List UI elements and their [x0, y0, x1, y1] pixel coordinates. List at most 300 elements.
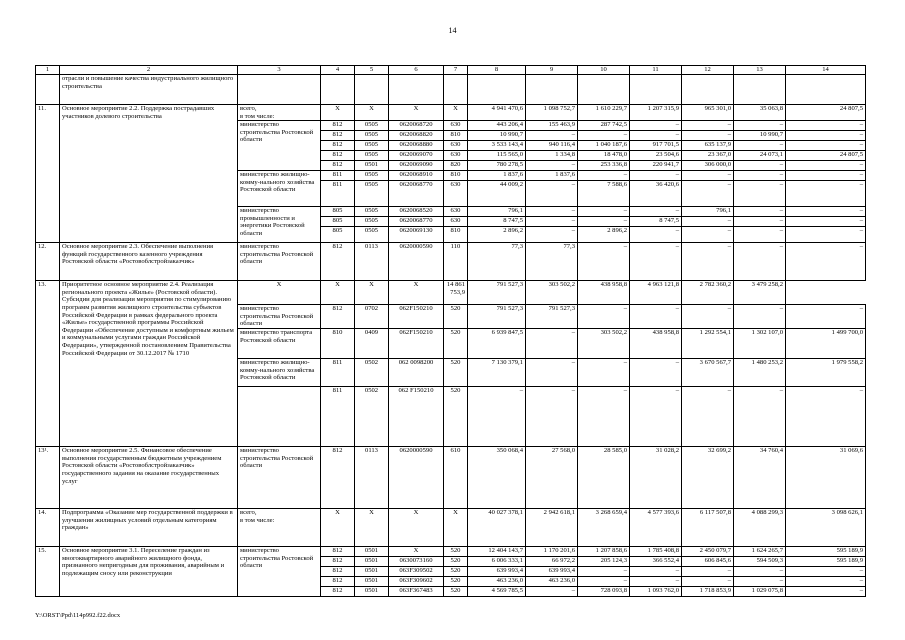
value-cell: – [526, 227, 578, 243]
value-cell: 063F367483 [389, 587, 444, 597]
value-cell: 0620000590 [389, 447, 444, 509]
value-cell: 791 527,3 [526, 305, 578, 329]
value-cell: 6 939 847,5 [468, 329, 526, 359]
value-cell: 811 [321, 171, 355, 181]
table-cell [734, 75, 786, 105]
activity-name: Основное мероприятие 2.5. Финансовое обеспечение выполнения государственным бюджетным учреждением Ростовской области «Ростовоблстройзаказчик» государственного задания на оказание государственных услуг [60, 447, 238, 509]
value-cell: – [526, 329, 578, 359]
value-cell: 6 117 507,8 [682, 509, 734, 547]
value-cell: 610 [444, 447, 468, 509]
value-cell: 1 302 107,0 [734, 329, 786, 359]
value-cell: 1 170 201,6 [526, 547, 578, 557]
value-cell: 594 509,3 [734, 557, 786, 567]
value-cell: 805 [321, 227, 355, 243]
value-cell: 0505 [355, 151, 389, 161]
value-cell: – [630, 577, 682, 587]
budget-table [35, 65, 866, 597]
value-cell: 8 747,5 [630, 217, 682, 227]
value-cell: – [630, 227, 682, 243]
value-cell: 811 [321, 359, 355, 387]
value-cell: 639 993,4 [526, 567, 578, 577]
value-cell: 639 993,4 [468, 567, 526, 577]
value-cell: – [630, 243, 682, 281]
value-cell: – [786, 181, 866, 207]
value-cell: – [786, 567, 866, 577]
value-cell: 1 207 858,6 [578, 547, 630, 557]
value-cell: – [578, 217, 630, 227]
value-cell: 3 479 258,2 [734, 281, 786, 305]
executor [238, 387, 321, 447]
value-cell: – [786, 227, 866, 243]
value-cell: 791 527,3 [468, 305, 526, 329]
value-cell: 35 063,8 [734, 105, 786, 121]
value-cell: – [578, 567, 630, 577]
executor: министерство строительства Ростовской области [238, 121, 321, 171]
value-cell: – [786, 207, 866, 217]
value-cell: 0502 [355, 387, 389, 447]
executor: всего, в том числе: [238, 509, 321, 547]
value-cell: – [786, 171, 866, 181]
value-cell: 4 569 785,5 [468, 587, 526, 597]
value-cell: 155 463,9 [526, 121, 578, 131]
value-cell: – [682, 121, 734, 131]
value-cell: – [734, 227, 786, 243]
value-cell: 8 747,5 [468, 217, 526, 227]
table-row [36, 509, 866, 547]
value-cell: – [734, 121, 786, 131]
executor: министерство транспорта Ростовской области [238, 329, 321, 359]
column-header: 1 [36, 66, 60, 75]
value-cell: – [526, 587, 578, 597]
row-number: 12. [36, 243, 60, 281]
executor: министерство промышленности и энергетики Ростовской области [238, 207, 321, 243]
column-header: 11 [630, 66, 682, 75]
value-cell: 3 670 567,7 [682, 359, 734, 387]
value-cell: 10 990,7 [734, 131, 786, 141]
value-cell: 0620068910 [389, 171, 444, 181]
value-cell: 1 979 558,2 [786, 359, 866, 387]
value-cell: X [444, 105, 468, 121]
column-header: 8 [468, 66, 526, 75]
value-cell: 812 [321, 305, 355, 329]
value-cell: – [682, 305, 734, 329]
value-cell: – [786, 587, 866, 597]
value-cell: 350 068,4 [468, 447, 526, 509]
value-cell: 791 527,3 [468, 281, 526, 305]
value-cell: 0620069090 [389, 161, 444, 171]
table-cell [36, 75, 60, 105]
value-cell: 0409 [355, 329, 389, 359]
value-cell: – [578, 131, 630, 141]
value-cell: – [468, 387, 526, 447]
value-cell: 303 502,2 [578, 329, 630, 359]
value-cell: 812 [321, 577, 355, 587]
value-cell: 810 [444, 131, 468, 141]
column-header: 10 [578, 66, 630, 75]
value-cell: X [355, 281, 389, 305]
value-cell: – [578, 243, 630, 281]
value-cell: – [578, 577, 630, 587]
value-cell: – [786, 387, 866, 447]
value-cell: 27 568,0 [526, 447, 578, 509]
value-cell: 812 [321, 121, 355, 131]
value-cell: – [734, 141, 786, 151]
value-cell: 0620068520 [389, 207, 444, 217]
value-cell: 062 F150210 [389, 387, 444, 447]
value-cell: 812 [321, 557, 355, 567]
value-cell: 811 [321, 387, 355, 447]
value-cell: 1 785 408,8 [630, 547, 682, 557]
value-cell: – [734, 567, 786, 577]
value-cell: 4 088 299,3 [734, 509, 786, 547]
value-cell: 796,1 [682, 207, 734, 217]
value-cell: 1 334,8 [526, 151, 578, 161]
value-cell: 810 [444, 171, 468, 181]
value-cell: – [786, 243, 866, 281]
value-cell: X [444, 509, 468, 547]
table-cell [468, 75, 526, 105]
value-cell: – [734, 387, 786, 447]
value-cell: 3 098 626,1 [786, 509, 866, 547]
value-cell: 595 189,9 [786, 547, 866, 557]
value-cell: – [682, 567, 734, 577]
value-cell: 1 098 752,7 [526, 105, 578, 121]
value-cell: 0505 [355, 207, 389, 217]
value-cell: 220 941,7 [630, 161, 682, 171]
header-row [36, 66, 866, 75]
table-row [36, 243, 866, 281]
value-cell: 0501 [355, 547, 389, 557]
value-cell: – [578, 359, 630, 387]
value-cell: 1 029 075,8 [734, 587, 786, 597]
value-cell: 1 207 315,9 [630, 105, 682, 121]
value-cell: 520 [444, 587, 468, 597]
value-cell: 4 941 470,6 [468, 105, 526, 121]
table-row [36, 447, 866, 509]
value-cell: 438 958,8 [578, 281, 630, 305]
table-row [36, 281, 866, 305]
value-cell: 1 624 265,7 [734, 547, 786, 557]
column-header: 14 [786, 66, 866, 75]
value-cell: 2 896,2 [468, 227, 526, 243]
value-cell: 812 [321, 131, 355, 141]
value-cell: 0501 [355, 577, 389, 587]
value-cell: 44 009,2 [468, 181, 526, 207]
value-cell: 0702 [355, 305, 389, 329]
column-header: 13 [734, 66, 786, 75]
value-cell: 062 0098200 [389, 359, 444, 387]
value-cell: 630 [444, 141, 468, 151]
value-cell: 520 [444, 305, 468, 329]
value-cell: 23 504,6 [630, 151, 682, 161]
value-cell: 110 [444, 243, 468, 281]
value-cell: – [630, 359, 682, 387]
activity-name: Основное мероприятие 3.1. Переселение граждан из многоквартирного аварийного жилищного фонда, признанного непригодным для проживания, аварийным и подлежащим сносу или реконструкции [60, 547, 238, 597]
table-cell [389, 75, 444, 105]
value-cell: – [630, 387, 682, 447]
row-number: 13. [36, 281, 60, 447]
continuation-row [36, 75, 866, 105]
value-cell: 812 [321, 547, 355, 557]
value-cell: – [734, 243, 786, 281]
column-header: 3 [238, 66, 321, 75]
table-cell [630, 75, 682, 105]
value-cell: 77,3 [526, 243, 578, 281]
value-cell: – [786, 141, 866, 151]
value-cell: – [630, 171, 682, 181]
value-cell: 463 236,0 [468, 577, 526, 587]
value-cell: 520 [444, 547, 468, 557]
value-cell: X [355, 105, 389, 121]
value-cell: X [321, 509, 355, 547]
value-cell: 0620000590 [389, 243, 444, 281]
value-cell: 965 301,0 [682, 105, 734, 121]
value-cell: 1 292 554,1 [682, 329, 734, 359]
value-cell: 205 124,3 [578, 557, 630, 567]
table-cell [238, 75, 321, 105]
activity-name: Основное мероприятие 2.3. Обеспечение выполнения функций государственного казенного учреждения Ростовской области «Ростовоблстройзаказчик» [60, 243, 238, 281]
value-cell: 0505 [355, 227, 389, 243]
value-cell: 0501 [355, 161, 389, 171]
value-cell: 115 565,0 [468, 151, 526, 161]
table-cell [321, 75, 355, 105]
value-cell: 4 963 121,8 [630, 281, 682, 305]
value-cell: – [734, 305, 786, 329]
value-cell: 595 189,9 [786, 557, 866, 567]
value-cell: 0113 [355, 243, 389, 281]
value-cell: 812 [321, 151, 355, 161]
executor: всего, в том числе: [238, 105, 321, 121]
value-cell: – [734, 161, 786, 171]
value-cell: 77,3 [468, 243, 526, 281]
column-header: 6 [389, 66, 444, 75]
column-header: 12 [682, 66, 734, 75]
value-cell: 34 760,4 [734, 447, 786, 509]
value-cell: – [526, 181, 578, 207]
value-cell: – [526, 161, 578, 171]
value-cell: – [578, 171, 630, 181]
value-cell: 0505 [355, 131, 389, 141]
value-cell: 606 845,6 [682, 557, 734, 567]
value-cell: – [734, 577, 786, 587]
value-cell: 2 942 618,1 [526, 509, 578, 547]
value-cell: 7 130 379,1 [468, 359, 526, 387]
value-cell: 0113 [355, 447, 389, 509]
value-cell: 3 533 143,4 [468, 141, 526, 151]
value-cell: 520 [444, 329, 468, 359]
value-cell: 0505 [355, 217, 389, 227]
value-cell: 0620068820 [389, 131, 444, 141]
value-cell: 917 701,5 [630, 141, 682, 151]
table-cell [444, 75, 468, 105]
table-row [36, 547, 866, 557]
value-cell: X [355, 509, 389, 547]
value-cell: 812 [321, 447, 355, 509]
value-cell: X [389, 547, 444, 557]
value-cell: 780 278,5 [468, 161, 526, 171]
value-cell: – [734, 207, 786, 217]
activity-name: Приоритетное основное мероприятие 2.4. Реализация регионального проекта «Жилье» (Ростовской области). Субсидии для реализации мероприятия по стимулированию программ развития жилищного строительства субъектов Российской Федерации в рамках федерального проекта «Жилье» государственной программы Российской Федерации «Обеспечение доступным и комфортным жильем и коммунальными услугами граждан Российской Федерации», утвержденной постановлением Правительства Российской Федерации от 30.12.2017 № 1710 [60, 281, 238, 447]
executor: министерство жилищно-комму-нального хозяйства Ростовской области [238, 171, 321, 207]
value-cell: – [630, 207, 682, 217]
table-row [36, 105, 866, 121]
value-cell: – [630, 305, 682, 329]
column-header: 2 [60, 66, 238, 75]
value-cell: – [786, 131, 866, 141]
value-cell: 1 837,6 [526, 171, 578, 181]
value-cell: 0505 [355, 171, 389, 181]
value-cell: – [578, 305, 630, 329]
column-header: 9 [526, 66, 578, 75]
activity-name: Основное мероприятие 2.2. Поддержка пострадавших участников долевого строительства [60, 105, 238, 243]
value-cell: – [682, 217, 734, 227]
row-number: 11. [36, 105, 60, 243]
table-cell [682, 75, 734, 105]
value-cell: X [389, 509, 444, 547]
value-cell: 0505 [355, 121, 389, 131]
value-cell: 36 420,6 [630, 181, 682, 207]
value-cell: 812 [321, 567, 355, 577]
value-cell: 062F150210 [389, 305, 444, 329]
value-cell: – [734, 181, 786, 207]
value-cell: 0620068720 [389, 121, 444, 131]
activity-name: отрасли и повышение качества индустриального жилищного строительства [60, 75, 238, 105]
executor: министерство строительства Ростовской области [238, 305, 321, 329]
value-cell: 520 [444, 567, 468, 577]
value-cell: 812 [321, 161, 355, 171]
value-cell: 630 [444, 217, 468, 227]
value-cell: – [682, 181, 734, 207]
value-cell: 1 837,6 [468, 171, 526, 181]
value-cell: – [630, 121, 682, 131]
value-cell: – [786, 305, 866, 329]
value-cell: 630 [444, 151, 468, 161]
value-cell: – [526, 207, 578, 217]
value-cell: 366 552,4 [630, 557, 682, 567]
value-cell: 0620068770 [389, 181, 444, 207]
value-cell: 812 [321, 141, 355, 151]
value-cell: 630 [444, 121, 468, 131]
value-cell: – [682, 131, 734, 141]
value-cell: – [682, 227, 734, 243]
value-cell: 443 206,4 [468, 121, 526, 131]
value-cell: 810 [321, 329, 355, 359]
value-cell: 24 073,1 [734, 151, 786, 161]
value-cell: 306 000,0 [682, 161, 734, 171]
value-cell: 520 [444, 387, 468, 447]
value-cell: 1 040 187,6 [578, 141, 630, 151]
value-cell: X [389, 105, 444, 121]
value-cell: – [786, 121, 866, 131]
value-cell: 0501 [355, 587, 389, 597]
value-cell: 063F309602 [389, 577, 444, 587]
value-cell: 12 404 143,7 [468, 547, 526, 557]
table-cell [786, 75, 866, 105]
value-cell: – [786, 217, 866, 227]
value-cell: 23 367,0 [682, 151, 734, 161]
value-cell: 635 137,9 [682, 141, 734, 151]
value-cell: 812 [321, 243, 355, 281]
value-cell: 287 742,5 [578, 121, 630, 131]
value-cell: 1 718 853,9 [682, 587, 734, 597]
value-cell: 0620068770 [389, 217, 444, 227]
value-cell: 7 588,6 [578, 181, 630, 207]
value-cell: 728 093,8 [578, 587, 630, 597]
table-cell [526, 75, 578, 105]
value-cell: X [321, 281, 355, 305]
value-cell: 796,1 [468, 207, 526, 217]
executor: министерство строительства Ростовской области [238, 547, 321, 597]
value-cell: 32 699,2 [682, 447, 734, 509]
value-cell: – [682, 243, 734, 281]
column-header: 7 [444, 66, 468, 75]
value-cell: 2 450 079,7 [682, 547, 734, 557]
value-cell: – [630, 131, 682, 141]
executor: министерство строительства Ростовской области [238, 447, 321, 509]
value-cell: 24 807,5 [786, 151, 866, 161]
row-number: 14. [36, 509, 60, 547]
value-cell: – [578, 387, 630, 447]
value-cell: 66 972,2 [526, 557, 578, 567]
value-cell: 438 958,8 [630, 329, 682, 359]
value-cell: 4 577 393,6 [630, 509, 682, 547]
value-cell: 063F309502 [389, 567, 444, 577]
value-cell: 0620068880 [389, 141, 444, 151]
file-path: Y:\ORST\Ppd\114p992.f22.docx [35, 612, 121, 619]
value-cell: 0620069130 [389, 227, 444, 243]
value-cell: 2 896,2 [578, 227, 630, 243]
value-cell: – [734, 217, 786, 227]
value-cell: 253 336,8 [578, 161, 630, 171]
executor: X [238, 281, 321, 305]
value-cell: 31 069,6 [786, 447, 866, 509]
value-cell: – [526, 359, 578, 387]
value-cell: 520 [444, 577, 468, 587]
value-cell: 24 807,5 [786, 105, 866, 121]
value-cell: 1 480 253,2 [734, 359, 786, 387]
value-cell: – [630, 567, 682, 577]
value-cell: X [321, 105, 355, 121]
executor: министерство строительства Ростовской области [238, 243, 321, 281]
value-cell: 31 028,2 [630, 447, 682, 509]
value-cell: – [682, 577, 734, 587]
value-cell: 0630073160 [389, 557, 444, 567]
value-cell: 463 236,0 [526, 577, 578, 587]
executor: министерство жилищно-комму-нального хозяйства Ростовской области [238, 359, 321, 387]
value-cell: 0620069070 [389, 151, 444, 161]
value-cell: 18 478,0 [578, 151, 630, 161]
row-number: 15. [36, 547, 60, 597]
value-cell: – [526, 387, 578, 447]
value-cell: 303 502,2 [526, 281, 578, 305]
value-cell: 0502 [355, 359, 389, 387]
value-cell: 805 [321, 207, 355, 217]
value-cell: 10 990,7 [468, 131, 526, 141]
value-cell: – [578, 207, 630, 217]
value-cell: 0501 [355, 557, 389, 567]
value-cell: 520 [444, 359, 468, 387]
table-cell [355, 75, 389, 105]
value-cell: 810 [444, 227, 468, 243]
value-cell: 1 093 762,0 [630, 587, 682, 597]
value-cell: 940 116,4 [526, 141, 578, 151]
value-cell: 1 610 229,7 [578, 105, 630, 121]
value-cell: – [734, 171, 786, 181]
page-number: 14 [448, 26, 457, 35]
value-cell: 0505 [355, 181, 389, 207]
value-cell: 812 [321, 587, 355, 597]
table-cell [578, 75, 630, 105]
